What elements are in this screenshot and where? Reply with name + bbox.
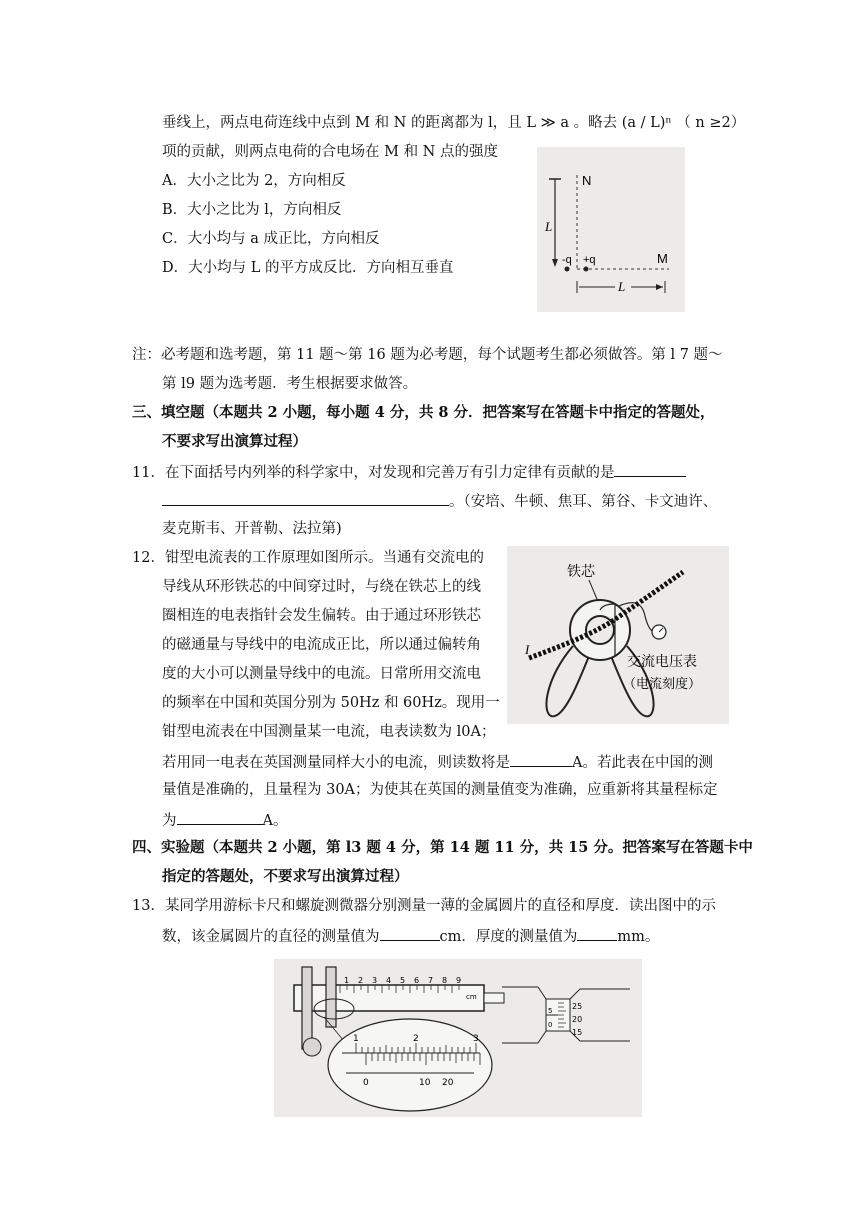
q12-line-5: 度的大小可以测量导线中的电流。日常所用交流电 [162,666,481,682]
svg-text:3: 3 [473,1034,479,1044]
q11-text-1: 11．在下面括号内列举的科学家中，对发现和完善万有引力定律有贡献的是 [132,465,615,481]
label-plus-q: +q [583,254,596,266]
q12-line-10 [162,809,287,831]
q12-line-7: 钳型电流表在中国测量某一电流，电表读数为 l0A； [162,724,496,740]
q10-option-c: C．大小均与 a 成正比，方向相反 [162,231,380,247]
q12-line-8 [162,751,713,773]
svg-text:cm: cm [466,993,477,1001]
note-line-2: 第 l9 题为选考题．考生根据要求做答。 [162,376,418,392]
svg-text:3: 3 [372,976,378,985]
label-m: M [657,251,668,266]
q11-answer-blank-1[interactable] [614,461,686,477]
section-3-heading-line-1: 三、填空题（本题共 2 小题，每小题 4 分，共 8 分．把答案写在答题卡中指定的答题处， [132,404,715,421]
q13-answer-blank-2[interactable] [577,925,617,941]
svg-text:10: 10 [419,1078,431,1088]
svg-text:1: 1 [344,976,350,985]
svg-text:5: 5 [400,976,406,985]
q12-answer-blank-2[interactable] [177,809,263,825]
q11-line-1 [132,461,686,483]
q12-text-8a: 若用同一电表在英国测量同样大小的电流，则读数将是 [162,755,510,771]
q13-text-2b: cm．厚度的测量值为 [439,929,578,945]
q12-line-6: 的频率在中国和英国分别为 50Hz 和 60Hz。现用一 [162,695,500,711]
svg-text:4: 4 [386,976,392,985]
q12-line-1: 12．钳型电流表的工作原理如图所示。当通有交流电的 [132,550,484,566]
label-n: N [582,173,592,188]
svg-text:2: 2 [413,1034,419,1044]
q10-option-b: B．大小之比为 l，方向相反 [162,202,342,218]
q12-text-10b: A。 [262,813,288,829]
label-l-horizontal: L [618,279,626,294]
q13-text-2a: 数，该金属圆片的直径的测量值为 [162,929,380,945]
svg-text:8: 8 [442,976,448,985]
svg-text:20: 20 [572,1015,583,1024]
q10-line-1: 垂线上，两点电荷连线中点到 M 和 N 的距离都为 l，且 L ≫ a 。略去 (a / L)ⁿ （ n ≥2） [162,115,746,131]
label-iron-core: 铁芯 [567,564,595,580]
section-4-heading-line-2: 指定的答题处，不要求写出演算过程） [162,868,409,885]
q12-answer-blank-1[interactable] [510,751,572,767]
svg-text:1: 1 [353,1034,359,1044]
note-line-1: 注：必考题和选考题，第 11 题～第 16 题为必考题，每个试题考生都必须做答。第 l 7 题～ [132,347,723,363]
svg-text:7: 7 [428,976,434,985]
q12-line-4: 的磁通量与导线中的电流成正比，所以通过偏转角 [162,637,481,653]
section-4-heading-line-1: 四、实验题（本题共 2 小题，第 l3 题 4 分，第 14 题 11 分，共 15 分。把答案写在答题卡中 [132,839,753,856]
label-ac-meter: 交流电压表 [627,654,697,670]
q10-line-2: 项的贡献，则两点电荷的合电场在 M 和 N 点的强度 [162,144,498,160]
svg-text:0: 0 [548,1021,553,1029]
svg-text:5: 5 [548,1007,553,1015]
q10-option-a: A．大小之比为 2，方向相反 [162,173,346,189]
label-l-vertical: L [545,219,553,234]
q11-line-2 [162,490,717,512]
caliper-micrometer-figure [274,959,642,1117]
q13-line-2 [162,925,659,947]
q11-line-3: 麦克斯韦、开普勒、法拉第) [162,521,342,537]
q12-text-10a: 为 [162,813,177,829]
q10-option-d: D．大小均与 L 的平方成反比．方向相互垂直 [162,260,454,276]
svg-text:0: 0 [363,1078,369,1088]
q12-text-8b: A。若此表在中国的测 [572,755,713,771]
svg-text:2: 2 [358,976,364,985]
section-3-heading-line-2: 不要求写出演算过程） [162,433,307,450]
svg-text:20: 20 [442,1078,454,1088]
label-current-scale: （电流刻度） [623,677,702,692]
q12-line-3: 圈相连的电表指针会发生偏转。由于通过环形铁芯 [162,608,481,624]
q11-answer-blank-2[interactable] [162,490,449,506]
q11-text-2: 。（安培、牛顿、焦耳、第谷、卡文迪许、 [449,494,718,510]
label-current: I [525,642,530,657]
q12-line-9: 量值是准确的，且量程为 30A；为使其在英国的测量值变为准确，应重新将其量程标定 [162,782,718,798]
dipole-figure [537,147,685,312]
q12-line-2: 导线从环形铁芯的中间穿过时，与绕在铁芯上的线 [162,579,481,595]
q13-text-2c: mm。 [617,929,660,945]
svg-text:15: 15 [572,1028,583,1037]
svg-text:6: 6 [414,976,420,985]
svg-text:9: 9 [456,976,462,985]
q13-line-1: 13．某同学用游标卡尺和螺旋测微器分别测量一薄的金属圆片的直径和厚度．读出图中的示 [132,898,716,914]
q13-answer-blank-1[interactable] [380,925,440,941]
micrometer-drawing [502,987,630,1043]
clamp-meter-figure [507,546,729,724]
svg-text:25: 25 [572,1002,583,1011]
label-minus-q: -q [562,254,572,266]
